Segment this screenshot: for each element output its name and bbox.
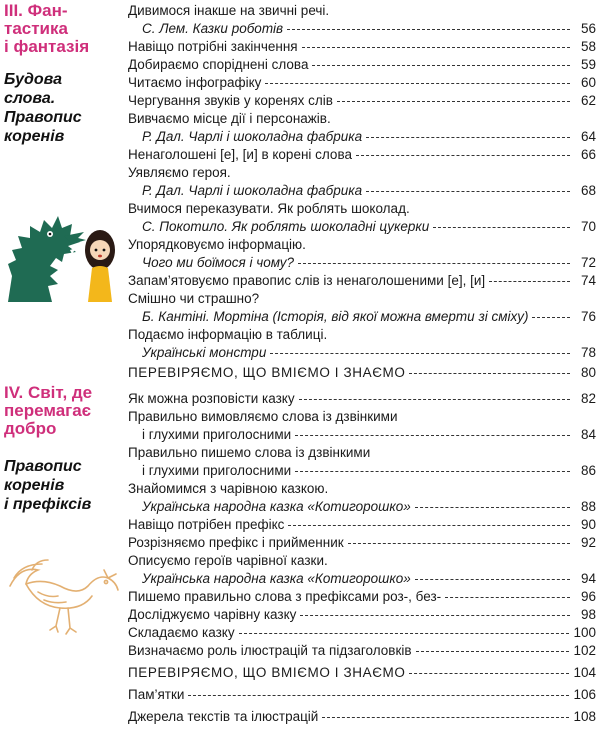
toc-page-number: 80 — [580, 365, 596, 380]
toc-page-number: 74 — [580, 273, 596, 288]
toc-page-number: 92 — [580, 535, 596, 550]
toc-page-number: 86 — [580, 463, 596, 478]
section-3-title-line: тастика — [4, 19, 68, 38]
toc-page-number: 64 — [580, 129, 596, 144]
toc-page-number: 102 — [573, 643, 596, 658]
toc-entry-title: Українська народна казка «Котигорошко» — [142, 499, 411, 514]
toc-dash-leader — [299, 389, 570, 400]
toc-entry-title: Описуємо героїв чарівної казки. — [128, 553, 328, 568]
section-4-subtitle-line: Правопис — [4, 458, 82, 475]
toc-entry — [128, 254, 596, 272]
toc-dash-leader — [300, 605, 570, 616]
toc-dash-leader — [295, 425, 570, 436]
toc-page-number: 76 — [580, 309, 596, 324]
toc-entry — [128, 364, 596, 382]
toc-page-number: 62 — [580, 93, 596, 108]
toc-entry — [128, 390, 596, 408]
toc-entry — [128, 326, 596, 344]
toc-dash-leader — [366, 181, 570, 192]
toc-entry-title: Запам’ятовуємо правопис слів із ненаголошеними [е], [и] — [128, 273, 486, 288]
section-3-subtitle-line: Правопис — [4, 109, 82, 126]
toc-entry — [128, 182, 596, 200]
toc-entry — [128, 56, 596, 74]
toc-entry-title: Подаємо інформацію в таблиці. — [128, 327, 328, 342]
toc-entry-title: Ненаголошені [е], [и] в корені слова — [128, 147, 352, 162]
toc-entry — [128, 480, 596, 498]
toc-entry — [128, 624, 596, 642]
toc-entry — [128, 534, 596, 552]
toc-entry — [128, 344, 596, 362]
section-4-heading — [0, 384, 112, 438]
toc-entry-title: Добираємо споріднені слова — [128, 57, 309, 72]
toc-entry-title: Смішно чи страшно? — [128, 291, 260, 306]
toc-dash-leader — [270, 343, 570, 354]
toc-entry-title: Навіщо потрібні закінчення — [128, 39, 298, 54]
toc-dash-leader — [265, 73, 570, 84]
toc-entry — [128, 20, 596, 38]
section-4-title-line: добро — [4, 419, 57, 438]
toc-entry-title: і глухими приголосними — [142, 463, 292, 478]
toc-entry — [128, 588, 596, 606]
toc-entry-title: Українські монстри — [142, 345, 267, 360]
toc-entry-title: Р. Дал. Чарлі і шоколадна фабрика — [142, 183, 363, 198]
toc-page-number: 108 — [573, 709, 596, 724]
toc-page-number: 84 — [580, 427, 596, 442]
toc-entry — [128, 272, 596, 290]
toc-entry-title: Знайомимся з чарівною казкою. — [128, 481, 329, 496]
toc-entry — [128, 308, 596, 326]
toc-page-number: 82 — [580, 391, 596, 406]
section-3-subtitle-line: коренів — [4, 128, 65, 145]
toc-dash-leader — [302, 37, 570, 48]
toc-entry-title: Упорядковуємо інформацію. — [128, 237, 306, 252]
toc-dash-leader — [409, 363, 570, 374]
toc-page-number: 88 — [580, 499, 596, 514]
section-4-subtitle-line: і префіксів — [4, 496, 92, 513]
toc-entry — [128, 200, 596, 218]
toc-entry — [128, 92, 596, 110]
toc-page-number: 56 — [580, 21, 596, 36]
toc-entry — [128, 498, 596, 516]
section-4-title-line: перемагає — [4, 401, 92, 420]
toc-dash-leader — [288, 515, 570, 526]
toc-page-number: 94 — [580, 571, 596, 586]
toc-entry-title: Українська народна казка «Котигорошко» — [142, 571, 411, 586]
toc-dash-leader — [445, 587, 570, 598]
toc-entry — [128, 218, 596, 236]
toc-page-number: 70 — [580, 219, 596, 234]
toc-dash-leader — [312, 55, 570, 66]
toc-entry-title: Пам’ятки — [128, 687, 185, 702]
toc-entry — [128, 74, 596, 92]
toc-entry — [128, 516, 596, 534]
toc-entry-title: Чого ми боїмося і чому? — [142, 255, 295, 270]
toc-entry — [128, 552, 596, 570]
section-3-subtitle-line: Будова — [4, 71, 63, 88]
toc-page-number: 104 — [573, 665, 596, 680]
toc-entry-title: Уявляємо героя. — [128, 165, 231, 180]
toc-entry-title: Вчимося переказувати. Як роблять шоколад. — [128, 201, 410, 216]
section-3-title-line: III. Фан- — [4, 1, 68, 20]
toc-entry — [128, 128, 596, 146]
toc-entry — [128, 236, 596, 254]
toc-entry — [128, 570, 596, 588]
toc-page-number: 78 — [580, 345, 596, 360]
toc-dash-leader — [366, 127, 570, 138]
toc-page-number: 72 — [580, 255, 596, 270]
toc-page-number: 100 — [573, 625, 596, 640]
toc-entry-title: С. Лем. Казки роботів — [142, 21, 284, 36]
toc-dash-leader — [433, 217, 570, 228]
toc-entry — [128, 426, 596, 444]
toc-entry-title: Навіщо потрібен префікс — [128, 517, 285, 532]
toc-entry — [128, 708, 596, 726]
bird-illustration — [8, 556, 120, 636]
section-3-heading — [0, 2, 112, 56]
toc-dash-leader — [348, 533, 570, 544]
toc-page-number: 66 — [580, 147, 596, 162]
toc-entry-title: Як можна розповісти казку — [128, 391, 295, 406]
toc-entry-title: Р. Дал. Чарлі і шоколадна фабрика — [142, 129, 363, 144]
toc-entry — [128, 462, 596, 480]
toc-entry — [128, 642, 596, 660]
toc-entry-title: ПЕРЕВІРЯЄМО, ЩО ВМІЄМО І ЗНАЄМО — [128, 665, 406, 680]
toc-entry — [128, 164, 596, 182]
toc-entry — [128, 606, 596, 624]
dragon-and-girl-illustration — [6, 206, 124, 302]
toc-entry-title: Б. Кантіні. Мортіна (Історія, від якої можна вмерти зі сміху) — [142, 309, 529, 324]
toc-entry-title: Розрізняємо префікс і прийменник — [128, 535, 344, 550]
toc-page-number: 68 — [580, 183, 596, 198]
toc-entry-title: і глухими приголосними — [142, 427, 292, 442]
toc-dash-leader — [287, 19, 570, 30]
toc-page-number: 59 — [580, 57, 596, 72]
section-4-subtitle — [0, 457, 112, 514]
toc-entry — [128, 664, 596, 682]
toc-entry-title: Пишемо правильно слова з префіксами роз-, без- — [128, 589, 442, 604]
toc-dash-leader — [532, 307, 570, 318]
toc-entry-title: ПЕРЕВІРЯЄМО, ЩО ВМІЄМО І ЗНАЄМО — [128, 365, 406, 380]
toc-dash-leader — [188, 685, 569, 696]
toc-page-number: 98 — [580, 607, 596, 622]
toc-entry — [128, 686, 596, 704]
toc-entry — [128, 38, 596, 56]
toc-dash-leader — [295, 461, 570, 472]
toc-entry-title: Складаємо казку — [128, 625, 235, 640]
toc-dash-leader — [298, 253, 570, 264]
toc-page-number: 58 — [580, 39, 596, 54]
toc-entry — [128, 290, 596, 308]
toc-dash-leader — [356, 145, 570, 156]
toc-page-number: 106 — [573, 687, 596, 702]
toc-dash-leader — [415, 497, 570, 508]
toc-dash-leader — [489, 271, 570, 282]
toc-entry-title: Вивчаємо місце дії і персонажів. — [128, 111, 331, 126]
toc-entry — [128, 2, 596, 20]
toc-dash-leader — [337, 91, 570, 102]
toc-entry — [128, 146, 596, 164]
toc-dash-leader — [409, 663, 569, 674]
toc-entry-title: Досліджуємо чарівну казку — [128, 607, 297, 622]
section-3-title-line: і фантазія — [4, 37, 90, 56]
toc-entry-title: Визначаємо роль ілюстрацій та підзаголовків — [128, 643, 412, 658]
toc-entry-title: Чергування звуків у коренях слів — [128, 93, 333, 108]
toc-entry — [128, 110, 596, 128]
toc-page-number: 90 — [580, 517, 596, 532]
section-4-title-line: IV. Світ, де — [4, 383, 93, 402]
toc-dash-leader — [415, 569, 570, 580]
toc-entry-title: Джерела текстів та ілюстрацій — [128, 709, 319, 724]
toc-page-number: 60 — [580, 75, 596, 90]
toc-dash-leader — [416, 641, 570, 652]
toc-entry-title: Читаємо інфографіку — [128, 75, 262, 90]
toc-entry-title: Правильно вимовляємо слова із дзвінкими — [128, 409, 398, 424]
section-3-subtitle — [0, 70, 112, 146]
toc-entry — [128, 444, 596, 462]
toc-entry — [128, 408, 596, 426]
toc-page-number: 96 — [580, 589, 596, 604]
section-3-subtitle-line: слова. — [4, 90, 56, 107]
toc-dash-leader — [322, 707, 569, 718]
toc-entry-title: Дивимося інакше на звичні речі. — [128, 3, 330, 18]
toc-entry-title: Правильно пишемо слова із дзвінкими — [128, 445, 371, 460]
toc-entry-title: С. Покотило. Як роблять шоколадні цукерки — [142, 219, 430, 234]
section-4-subtitle-line: коренів — [4, 477, 65, 494]
toc-dash-leader — [239, 623, 570, 634]
